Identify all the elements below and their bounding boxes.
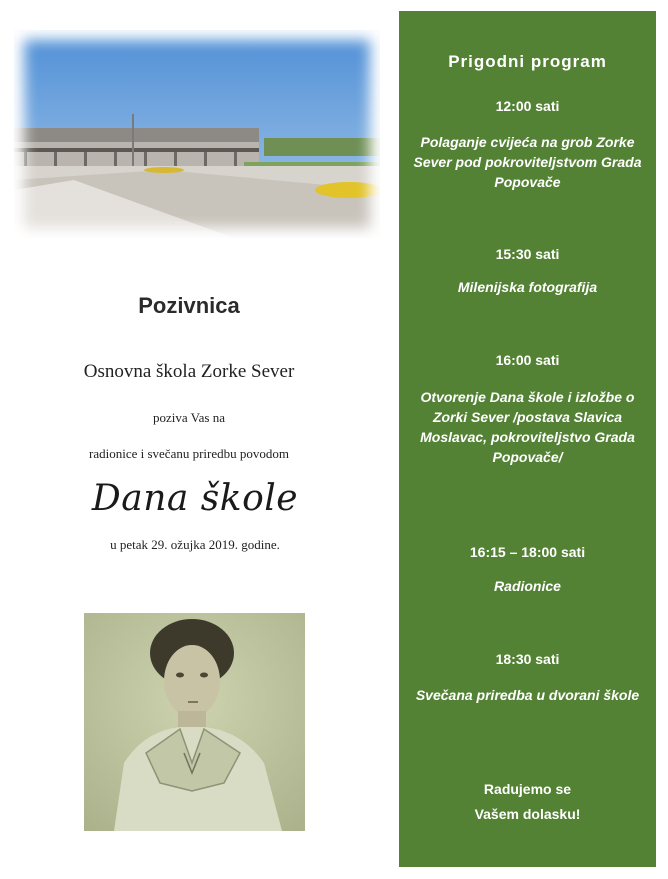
invites-line: poziva Vas na xyxy=(153,410,225,425)
event-title: Dana škole xyxy=(91,478,299,519)
program-title: Prigodni program xyxy=(448,52,607,71)
program-desc-3: Otvorenje Dana škole i izložbe o Zorki Sever /postava Slavica Moslavac, pokroviteljstvo Grada Popovače/ xyxy=(420,389,635,465)
program-desc-5: Svečana priredba u dvorani škole xyxy=(415,687,640,703)
closing-line-2: Vašem dolasku! xyxy=(474,806,581,822)
program-desc-4: Radionice xyxy=(494,578,561,594)
event-date: u petak 29. ožujka 2019. godine. xyxy=(110,537,280,552)
program-desc-2: Milenijska fotografija xyxy=(457,279,598,295)
school-name: Osnovna škola Zorke Sever xyxy=(83,361,295,382)
program-time-5: 18:30 sati xyxy=(495,651,560,667)
program-desc-1: Polaganje cvijeća na grob Zorke Sever pod pokroviteljstvom Grada Popovače xyxy=(413,134,642,190)
portrait-photo xyxy=(84,613,305,831)
school-building-photo xyxy=(14,30,380,238)
program-time-1: 12:00 sati xyxy=(495,98,560,114)
program-time-4: 16:15 – 18:00 sati xyxy=(469,544,586,560)
workshops-line: radionice i svečanu priredbu povodom xyxy=(89,446,289,461)
program-time-2: 15:30 sati xyxy=(495,246,560,262)
program-time-3: 16:00 sati xyxy=(495,352,560,368)
program-panel xyxy=(399,11,656,867)
closing-line-1: Radujemo se xyxy=(483,781,572,797)
invitation-title: Pozivnica xyxy=(138,293,240,318)
